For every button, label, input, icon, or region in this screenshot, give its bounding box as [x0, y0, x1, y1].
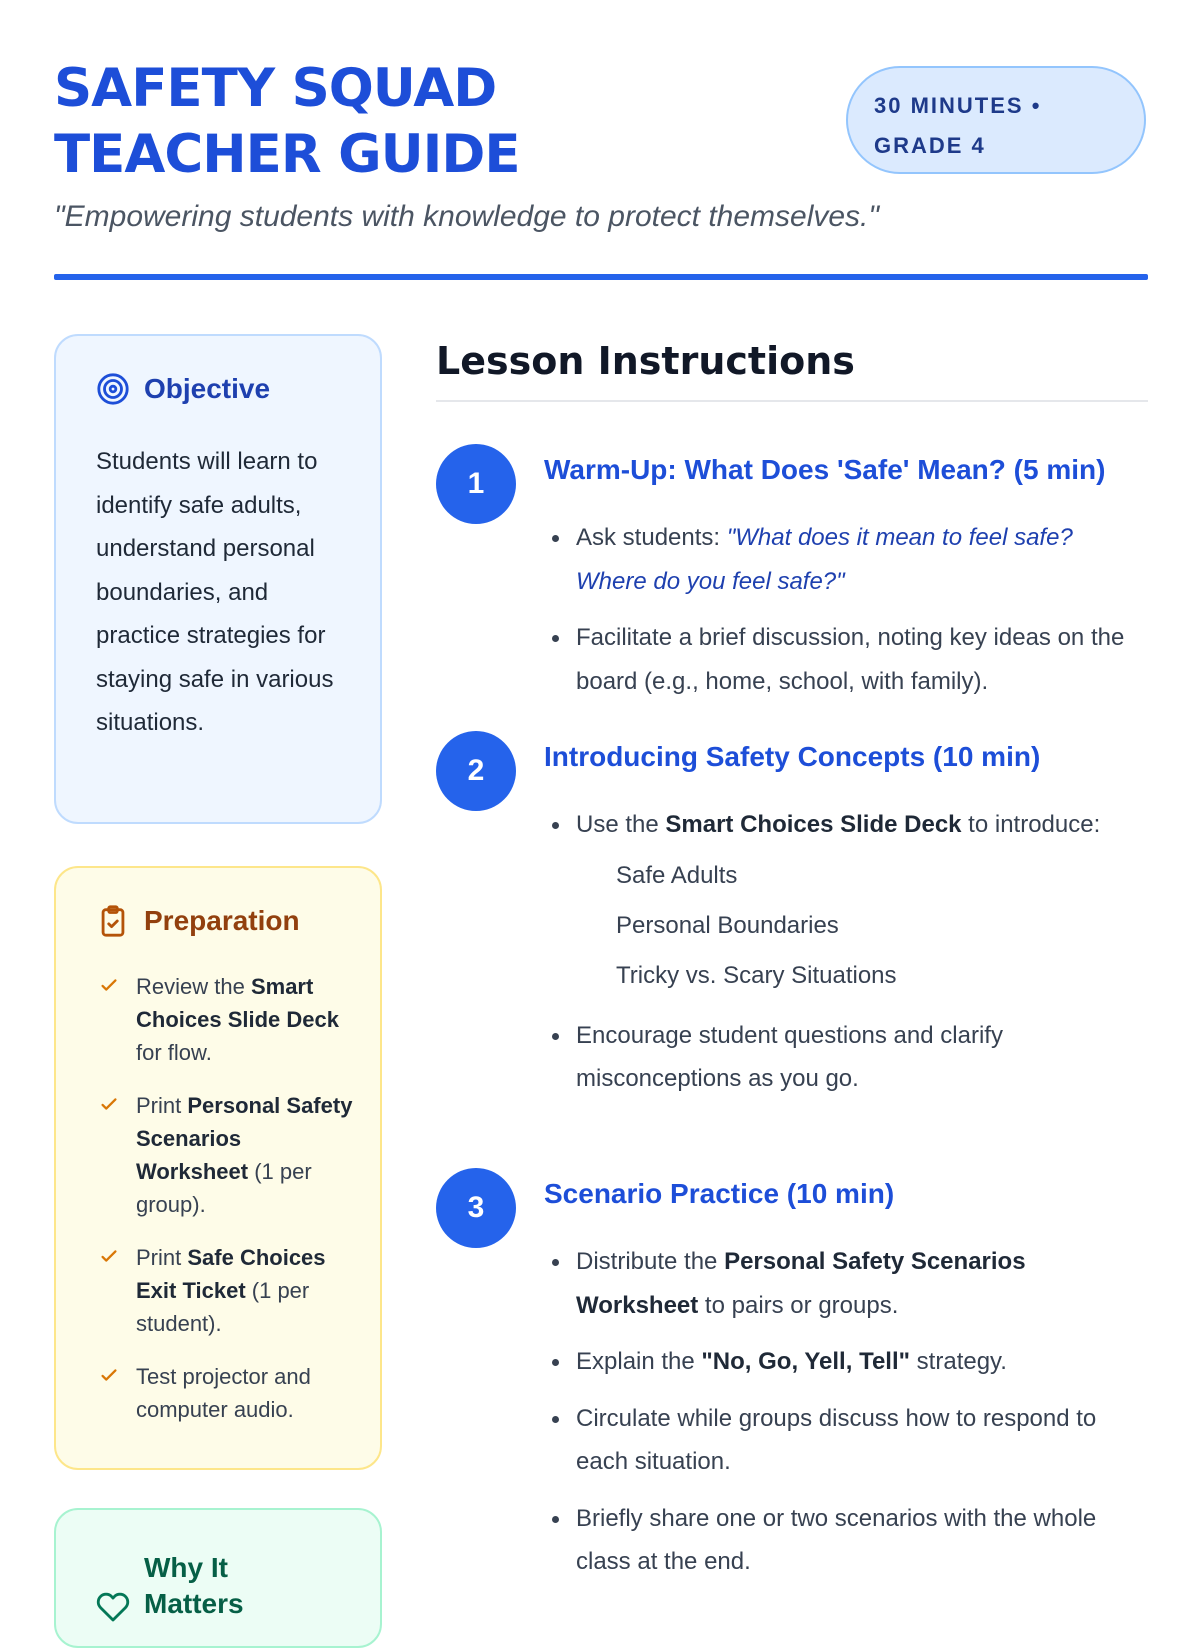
bullet-item: Encourage student questions and clarify misconceptions as you go.	[576, 1014, 1148, 1101]
prep-item	[96, 1360, 356, 1426]
prep-item	[96, 970, 356, 1069]
step-bullets	[576, 803, 1148, 1114]
header-divider	[54, 274, 1148, 280]
check-icon	[96, 1360, 122, 1386]
step-title: Scenario Practice (10 min)	[544, 1178, 895, 1209]
bullet-item: Briefly share one or two scenarios with the whole class at the end.	[576, 1497, 1148, 1584]
sub-item: Personal Boundaries	[616, 911, 839, 939]
objective-header	[96, 372, 270, 406]
objective-title: Objective	[144, 373, 271, 404]
step-bullets	[576, 1240, 1148, 1597]
bullet-item: Use the Smart Choices Slide Deck to introduce:	[576, 803, 1148, 847]
preparation-header	[96, 904, 300, 938]
tagline-quote: "Empowering students with knowledge to protect themselves."	[54, 200, 880, 233]
check-icon	[96, 1089, 122, 1115]
preparation-card	[54, 866, 382, 1470]
badge-line-2: GRADE 4	[874, 133, 986, 158]
bullet-item: Facilitate a brief discussion, noting key ideas on the board (e.g., home, school, with family).	[576, 616, 1148, 703]
objective-card	[54, 334, 382, 824]
step-number: 3	[436, 1168, 516, 1248]
step-number: 1	[436, 444, 516, 524]
sub-item: Safe Adults	[616, 861, 738, 889]
bullet-item: Distribute the Personal Safety Scenarios Worksheet to pairs or groups.	[576, 1240, 1148, 1327]
why-header	[96, 1550, 284, 1624]
preparation-list	[96, 970, 356, 1446]
check-icon	[96, 1241, 122, 1267]
step-bullets	[576, 516, 1148, 716]
prep-item-text: Print Personal Safety Scenarios Worksheet (1 per group).	[136, 1093, 353, 1217]
prep-item-text: Print Safe Choices Exit Ticket (1 per student).	[136, 1245, 326, 1336]
prep-item-text: Review the Smart Choices Slide Deck for flow.	[136, 974, 339, 1065]
step-title: Warm-Up: What Does 'Safe' Mean? (5 min)	[544, 454, 1106, 485]
prep-item-text: Test projector and computer audio.	[136, 1364, 311, 1422]
step-title: Introducing Safety Concepts (10 min)	[544, 741, 1041, 772]
preparation-title: Preparation	[144, 905, 300, 936]
objective-text: Students will learn to identify safe adults, understand personal boundaries, and practice strategies for staying safe in various situations.	[96, 448, 334, 736]
title-line-2: TEACHER GUIDE	[54, 124, 520, 185]
clipboard-check-icon	[96, 904, 130, 938]
lesson-instructions	[436, 336, 1148, 386]
sub-item: Tricky vs. Scary Situations	[616, 961, 897, 989]
duration-grade-badge	[846, 66, 1146, 174]
header	[54, 56, 1146, 188]
bullet-item: Explain the "No, Go, Yell, Tell" strategy.	[576, 1340, 1148, 1384]
heart-icon	[96, 1590, 130, 1624]
badge-line-1: 30 MINUTES •	[874, 93, 1042, 118]
bullet-item: Ask students: "What does it mean to feel safe? Where do you feel safe?"	[576, 516, 1148, 603]
title-line-1: SAFETY SQUAD	[54, 58, 497, 119]
check-icon	[96, 970, 122, 996]
why-it-matters-card	[54, 1508, 382, 1648]
step-number: 2	[436, 731, 516, 811]
prep-item	[96, 1089, 356, 1221]
lesson-instructions-title: Lesson Instructions	[436, 339, 855, 383]
lesson-divider	[436, 400, 1148, 402]
target-icon	[96, 372, 130, 406]
sub-list	[576, 851, 1148, 1001]
bullet-item: Circulate while groups discuss how to respond to each situation.	[576, 1397, 1148, 1484]
prep-item	[96, 1241, 356, 1340]
why-title: Why It Matters	[144, 1552, 244, 1619]
